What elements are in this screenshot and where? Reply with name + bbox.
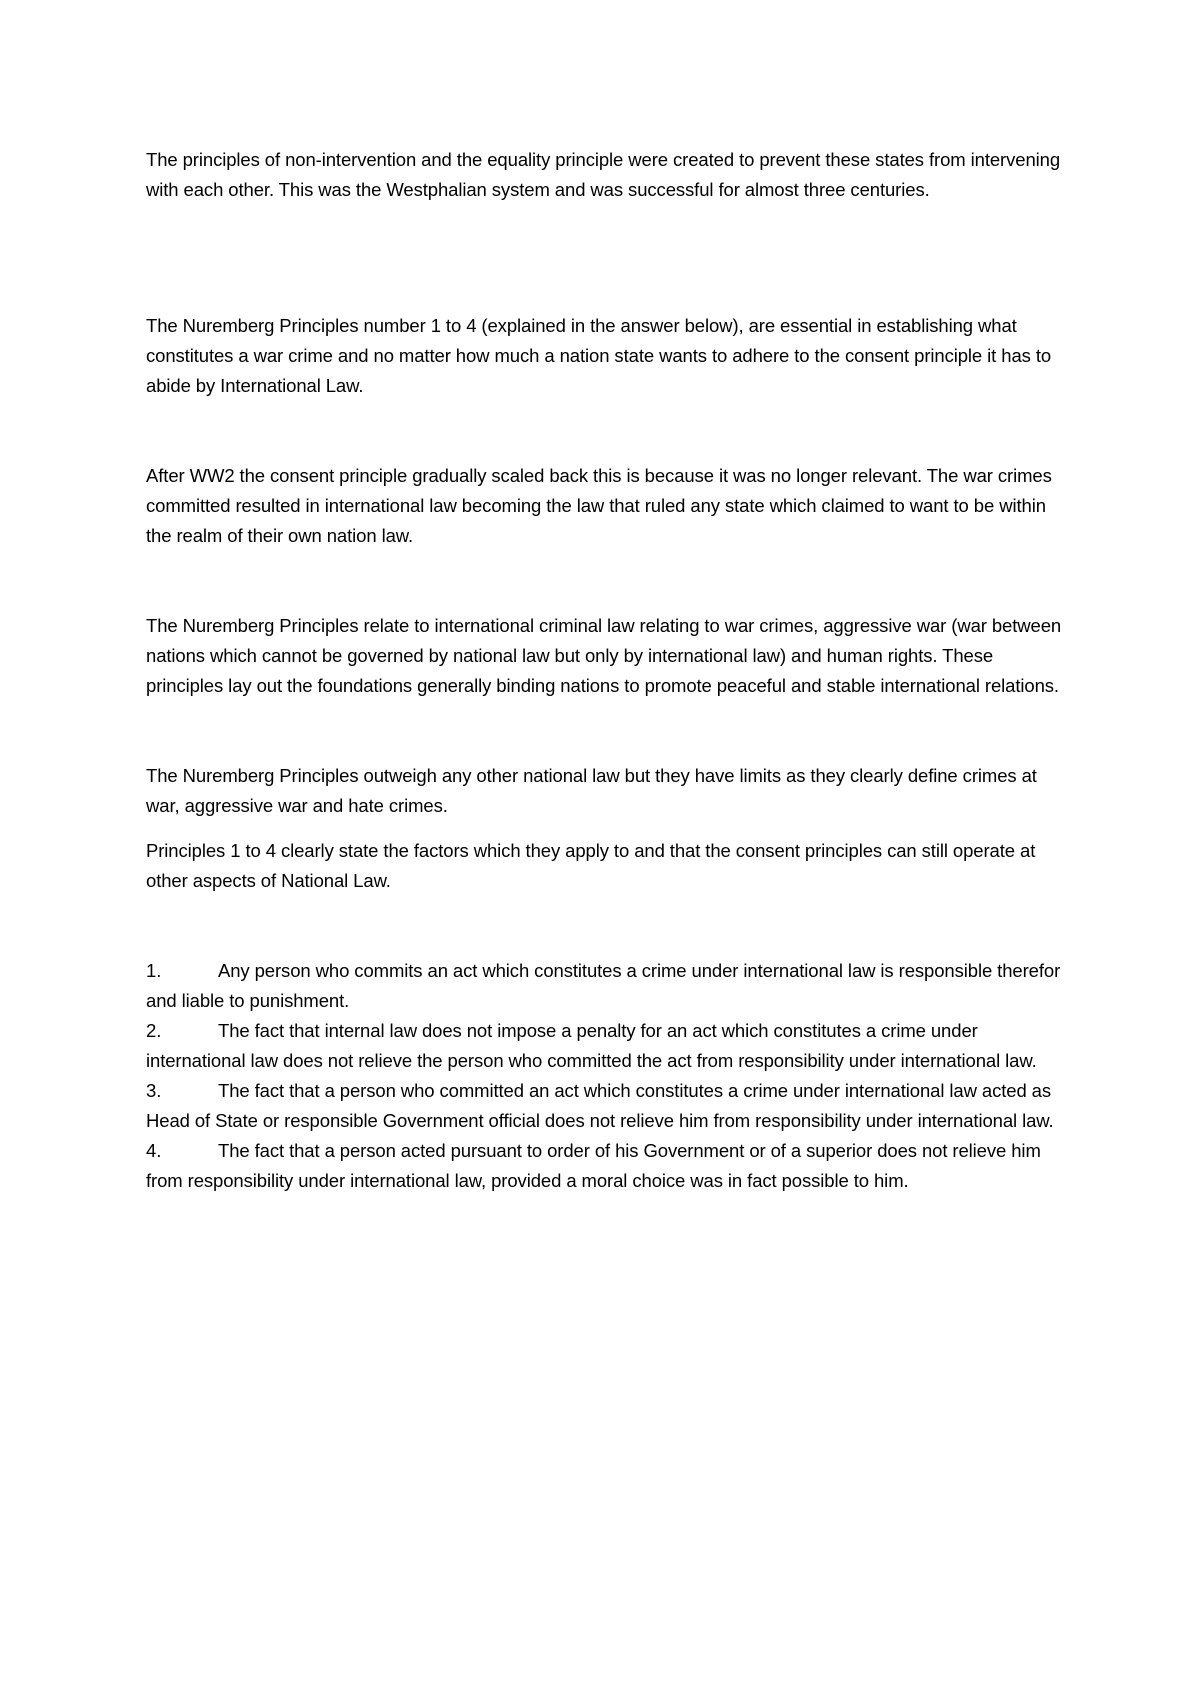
principle-item-4 (146, 1136, 1066, 1196)
principle-text: The fact that a person acted pursuant to order of his Government or of a superior does not relieve him from responsibility under international law, provided a moral choice was in fact possible to him. (146, 1140, 1041, 1191)
paragraph-nuremberg-relate: The Nuremberg Principles relate to international criminal law relating to war crimes, aggressive war (war between nations which cannot be governed by national law but only by international law) and human rights. These principles lay out the foundations generally binding nations to promote peaceful and stable international relations. (146, 615, 1062, 696)
document-body (146, 145, 1066, 1196)
principle-number: 2. (146, 1020, 162, 1041)
paragraph-westphalian-system: The principles of non-intervention and the equality principle were created to prevent these states from intervening with each other. This was the Westphalian system and was successful for almost three centuries. (146, 149, 1061, 200)
principles-list (146, 956, 1066, 1196)
principle-item-1 (146, 956, 1066, 1016)
paragraph-nuremberg-essential: The Nuremberg Principles number 1 to 4 (explained in the answer below), are essential in establishing what constitutes a war crime and no matter how much a nation state wants to adhere to the consent principle it has to abide by International Law. (146, 315, 1052, 396)
principle-text: Any person who commits an act which constitutes a crime under international law is responsible therefor and liable to punishment. (146, 960, 1061, 1011)
principle-text: The fact that internal law does not impose a penalty for an act which constitutes a crime under international law does not relieve the person who committed the act from responsibility under international law. (146, 1020, 1037, 1071)
principle-item-2 (146, 1016, 1066, 1076)
paragraph-nuremberg-outweigh: The Nuremberg Principles outweigh any other national law but they have limits as they clearly define crimes at war, aggressive war and hate crimes. (146, 765, 1037, 816)
principle-number: 3. (146, 1080, 162, 1101)
paragraph-after-ww2: After WW2 the consent principle gradually scaled back this is because it was no longer relevant. The war crimes committed resulted in international law becoming the law that ruled any state which claimed to want to be within the realm of their own nation law. (146, 465, 1052, 546)
principle-item-3 (146, 1076, 1066, 1136)
principle-number: 4. (146, 1140, 162, 1161)
principle-number: 1. (146, 960, 162, 981)
principle-text: The fact that a person who committed an act which constitutes a crime under international law acted as Head of State or responsible Government official does not relieve him from responsibility under international law. (146, 1080, 1054, 1131)
paragraph-principles-1-to-4: Principles 1 to 4 clearly state the factors which they apply to and that the consent principles can still operate at other aspects of National Law. (146, 840, 1036, 891)
